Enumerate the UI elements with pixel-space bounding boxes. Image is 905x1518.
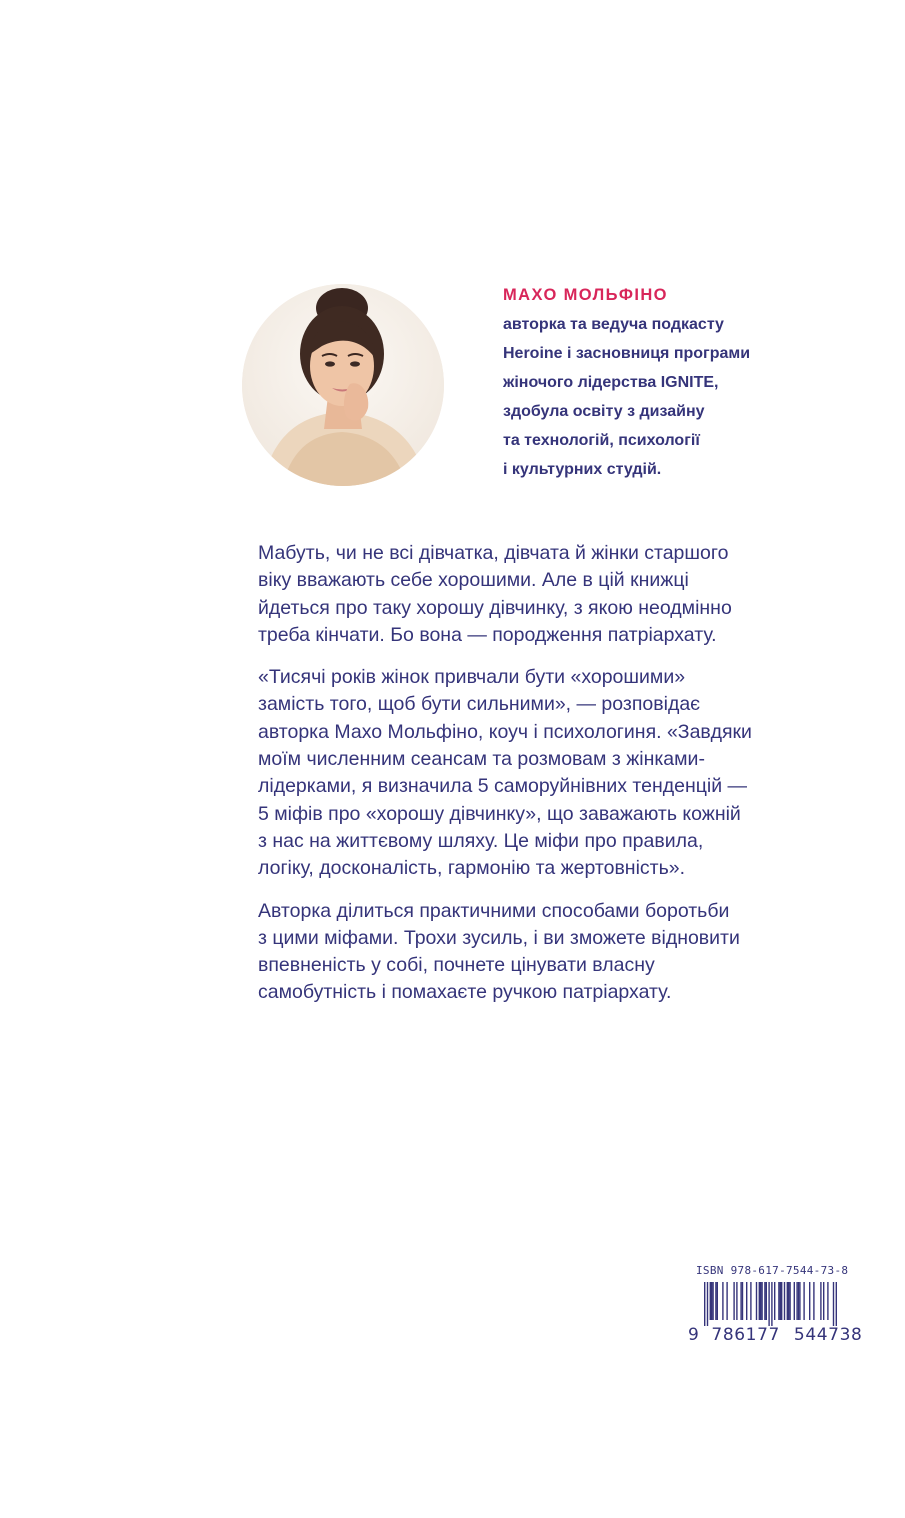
- description-line: самобутність і помахаєте ручкою патріархату.: [258, 981, 672, 1004]
- author-bio-line: і культурних студій.: [503, 461, 662, 478]
- description-line: віку вважають себе хорошими. Але в цій книжці: [258, 569, 689, 592]
- barcode-bar: [740, 1282, 741, 1320]
- barcode-bar: [704, 1282, 705, 1326]
- description-line: впевненість у собі, почнете цінувати власну: [258, 954, 655, 977]
- author-bio-line: Heroine і засновниця програми: [503, 345, 751, 362]
- barcode-bar: [746, 1282, 747, 1320]
- barcode-bar: [766, 1282, 767, 1320]
- description-line: авторка Махо Мольфіно, коуч і психологиня. «Завдяки: [258, 720, 752, 743]
- barcode-bar: [742, 1282, 743, 1320]
- barcode-bar: [809, 1282, 810, 1320]
- author-info: [503, 283, 843, 484]
- description-line: моїм численним сеансам та розмовам з жінками-: [258, 748, 705, 771]
- isbn-digit-first: 9: [688, 1325, 700, 1345]
- barcode-bar: [711, 1282, 712, 1320]
- barcode-bar: [781, 1282, 782, 1320]
- barcode-bar: [799, 1282, 800, 1320]
- description-line: лідерками, я визначила 5 саморуйнівних тенденцій —: [258, 775, 748, 798]
- author-portrait: [242, 284, 444, 486]
- barcode-bar: [823, 1282, 824, 1320]
- barcode-bar: [796, 1282, 797, 1320]
- description-line: «Тисячі років жінок привчали бути «хорошими»: [258, 666, 686, 689]
- barcode-icon: [704, 1282, 844, 1326]
- isbn-barcode-block: [688, 1264, 868, 1345]
- barcode-bar: [778, 1282, 779, 1320]
- author-bio-line: жіночого лідерства IGNITE,: [503, 374, 719, 391]
- barcode-bar: [798, 1282, 799, 1320]
- barcode-bar: [803, 1282, 804, 1320]
- barcode-bar: [833, 1282, 834, 1326]
- author-bio-line: здобула освіту з дизайну: [503, 403, 705, 420]
- barcode-bar: [761, 1282, 762, 1320]
- description-line: логіку, досконалість, гармонію та жертовність».: [258, 857, 686, 880]
- author-bio-line: авторка та ведуча подкасту: [503, 316, 724, 333]
- barcode-bar: [784, 1282, 785, 1320]
- barcode-bar: [788, 1282, 789, 1320]
- author-name: МАХО МОЛЬФІНО: [503, 286, 668, 304]
- barcode-bar: [780, 1282, 781, 1320]
- barcode-bar: [794, 1282, 795, 1320]
- description-line: Мабуть, чи не всі дівчатка, дівчата й жінки старшого: [258, 542, 729, 564]
- barcode-bar: [712, 1282, 713, 1320]
- barcode-bar: [813, 1282, 814, 1320]
- barcode-bar: [717, 1282, 718, 1320]
- barcode-bar: [774, 1282, 775, 1320]
- barcode-bar: [764, 1282, 765, 1320]
- barcode-bar: [789, 1282, 790, 1320]
- description-line: Авторка ділиться практичними способами боротьби: [258, 899, 730, 922]
- barcode-bar: [787, 1282, 788, 1320]
- description-line: з нас на життєвому шляху. Це міфи про правила,: [258, 829, 704, 852]
- barcode-bar: [715, 1282, 716, 1320]
- author-photo-icon: [242, 284, 444, 486]
- barcode-bar: [707, 1282, 708, 1326]
- description-line: йдеться про таку хорошу дівчинку, з якою неодмінно: [258, 596, 732, 619]
- isbn-label: ISBN 978-617-7544-73-8: [696, 1264, 849, 1277]
- barcode-bar: [710, 1282, 711, 1320]
- description-paragraph-3: [258, 898, 818, 1007]
- description-paragraph-2: [258, 664, 818, 882]
- barcode-bar: [722, 1282, 723, 1320]
- author-bio-line: та технологій, психології: [503, 432, 700, 449]
- description-line: 5 міфів про «хорошу дівчинку», що заважають кожній: [258, 802, 741, 825]
- barcode-bar: [756, 1282, 757, 1320]
- isbn-digit-group-1: 786177: [711, 1325, 780, 1345]
- barcode-bar: [820, 1282, 821, 1320]
- barcode-bar: [759, 1282, 760, 1320]
- description-line: замість того, щоб бути сильними», — розповідає: [258, 693, 701, 716]
- description-line: з цими міфами. Трохи зусиль, і ви зможете відновити: [258, 926, 740, 949]
- book-description: [258, 540, 818, 1022]
- barcode-bar: [768, 1282, 769, 1326]
- barcode-bar: [750, 1282, 751, 1320]
- author-bio: [503, 310, 843, 484]
- description-paragraph-1: [258, 540, 818, 649]
- barcode-bar: [726, 1282, 727, 1320]
- barcode-bar: [836, 1282, 837, 1326]
- barcode-bar: [827, 1282, 828, 1320]
- isbn-digit-group-2: 544738: [793, 1325, 863, 1345]
- description-line: треба кінчати. Бо вона — породження патріархату.: [258, 623, 717, 646]
- barcode-bar: [736, 1282, 737, 1320]
- isbn-digits: [688, 1325, 868, 1345]
- barcode-bar: [760, 1282, 761, 1320]
- barcode-bar: [771, 1282, 772, 1326]
- barcode-bar: [733, 1282, 734, 1320]
